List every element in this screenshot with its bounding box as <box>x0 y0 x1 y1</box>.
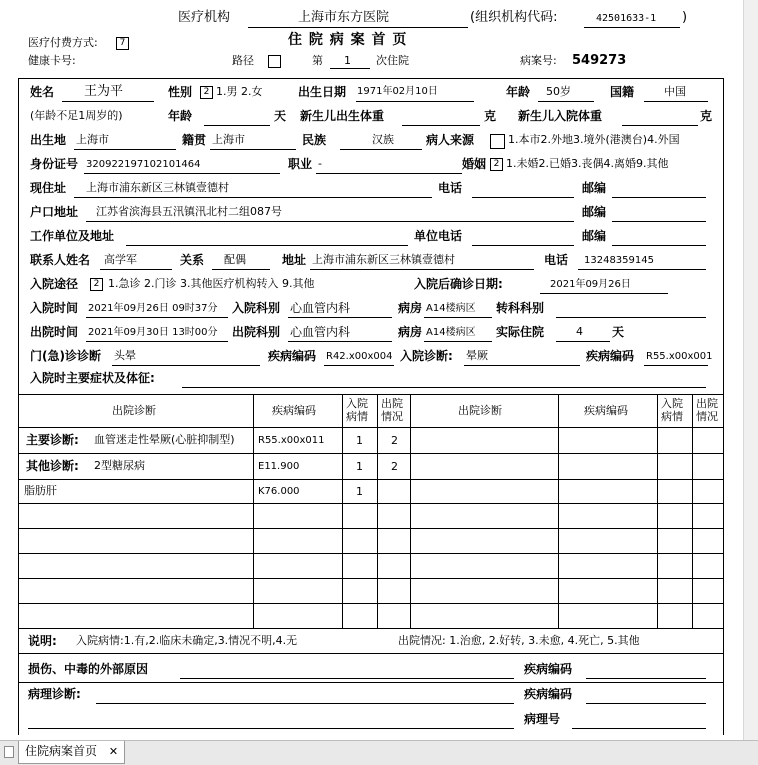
occupation-label: 职业 <box>288 157 313 171</box>
admission-count: 1 <box>344 54 351 67</box>
admit-ward-label: 病房 <box>398 301 423 315</box>
contact-phone-label: 电话 <box>544 253 569 267</box>
admission-suffix: 次住院 <box>376 54 409 67</box>
vertical-scrollbar[interactable] <box>743 0 758 740</box>
birthplace-label: 出生地 <box>30 133 67 147</box>
current-addr-label: 现住址 <box>30 181 67 195</box>
gender-code-box[interactable]: 2 <box>200 86 213 99</box>
marriage-code-box[interactable]: 2 <box>490 158 503 171</box>
contact-addr-value[interactable]: 上海市浦东新区三林镇壹德村 <box>312 253 455 266</box>
name-label: 姓名 <box>30 85 55 99</box>
org-code-label: (组织机构代码: <box>470 10 558 25</box>
other-dx-value[interactable]: 2型糖尿病 <box>94 459 145 472</box>
injury-code-label: 疾病编码 <box>524 662 573 676</box>
age-label: 年龄 <box>506 85 531 99</box>
th-code: 疾病编码 <box>272 404 316 417</box>
ethnicity-value[interactable]: 汉族 <box>372 133 394 146</box>
other-dx-admit[interactable]: 1 <box>356 460 363 473</box>
discharge-time-label: 出院时间 <box>30 325 79 339</box>
transfer-label: 转科科别 <box>496 301 545 315</box>
discharge-dept-value[interactable]: 心血管内科 <box>290 325 351 339</box>
document-icon <box>4 746 14 758</box>
age-value[interactable]: 50岁 <box>546 85 571 98</box>
path-checkbox[interactable] <box>268 55 281 68</box>
native-label: 籍贯 <box>182 133 207 147</box>
pathology-code-label: 疾病编码 <box>524 687 573 701</box>
th-code-2: 疾病编码 <box>584 404 628 417</box>
work-phone-label: 单位电话 <box>414 229 463 243</box>
discharge-ward-value[interactable]: A14楼病区 <box>426 327 476 338</box>
main-dx-label: 主要诊断: <box>26 433 79 447</box>
patient-name[interactable]: 王为平 <box>84 84 124 99</box>
notes-discharge-cond: 出院情况: 1.治愈, 2.好转, 3.未愈, 4.死亡, 5.其他 <box>398 634 640 647</box>
admit-dx-code-label: 疾病编码 <box>586 349 635 363</box>
occupation-value[interactable]: - <box>318 157 322 170</box>
main-dx-code[interactable]: R55.x00x011 <box>258 435 325 446</box>
id-label: 身份证号 <box>30 157 79 171</box>
marriage-options: 1.未婚2.已婚3.丧偶4.离婚9.其他 <box>506 157 669 170</box>
work-label: 工作单位及地址 <box>30 229 115 243</box>
th-admit-cond-1: 入院 <box>346 397 368 410</box>
phone-label: 电话 <box>438 181 463 195</box>
tab-medical-record-home[interactable] <box>18 741 125 764</box>
infant-age-label: 年龄 <box>168 109 193 123</box>
th-admit-cond-r2: 病情 <box>661 410 683 423</box>
extra-dx-code[interactable]: K76.000 <box>258 486 300 497</box>
newborn-admit-weight-label: 新生儿入院体重 <box>518 109 603 123</box>
org-code-close: ) <box>682 10 688 25</box>
th-discharge-cond-r2: 情况 <box>696 410 718 423</box>
admission-prefix: 第 <box>312 54 323 67</box>
other-dx-discharge[interactable]: 2 <box>391 460 398 473</box>
page-title: 住 院 病 案 首 页 <box>288 32 408 48</box>
main-dx-discharge[interactable]: 2 <box>391 434 398 447</box>
stay-unit: 天 <box>612 325 625 339</box>
stay-days[interactable]: 4 <box>576 325 583 338</box>
payment-code-box[interactable]: 7 <box>116 37 129 50</box>
contact-label: 联系人姓名 <box>30 253 91 267</box>
discharge-dept-label: 出院科别 <box>232 325 281 339</box>
confirm-date[interactable]: 2021年09月26日 <box>550 279 631 290</box>
outpatient-code-value[interactable]: R42.x00x004 <box>326 351 393 362</box>
record-no: 549273 <box>572 53 627 68</box>
admit-time-label: 入院时间 <box>30 301 79 315</box>
contact-name[interactable]: 高学军 <box>104 253 137 266</box>
close-icon[interactable]: ✕ <box>108 745 119 758</box>
current-addr-value[interactable]: 上海市浦东新区三林镇壹德村 <box>86 181 229 194</box>
gender-options: 1.男 2.女 <box>216 85 263 98</box>
outpatient-code-label: 疾病编码 <box>268 349 317 363</box>
contact-phone-value[interactable]: 13248359145 <box>584 255 654 266</box>
gender-label: 性别 <box>168 85 193 99</box>
confirm-label: 入院后确诊日期: <box>414 277 503 291</box>
ethnicity-label: 民族 <box>302 133 327 147</box>
admit-dx-value[interactable]: 晕厥 <box>466 349 488 362</box>
zip-label-2: 邮编 <box>582 205 607 219</box>
outpatient-dx-label: 门(急)诊诊断 <box>30 349 101 363</box>
admit-dept-value[interactable]: 心血管内科 <box>290 301 351 315</box>
weight-unit-1: 克 <box>484 109 497 123</box>
payment-label: 医疗付费方式: <box>28 36 98 49</box>
id-number[interactable]: 320922197102101464 <box>86 159 201 170</box>
extra-dx-value[interactable]: 脂肪肝 <box>24 484 57 497</box>
th-admit-cond-2: 病情 <box>346 410 368 423</box>
other-dx-code[interactable]: E11.900 <box>258 461 300 472</box>
birth-label: 出生日期 <box>298 85 347 99</box>
birth-date[interactable]: 1971年02月10日 <box>357 86 438 97</box>
source-options: 1.本市2.外地3.境外(港澳台)4.外国 <box>508 133 680 146</box>
nationality-label: 国籍 <box>610 85 635 99</box>
th-discharge-cond-r1: 出院 <box>696 397 718 410</box>
tab-bar <box>0 740 758 765</box>
injury-label: 损伤、中毒的外部原因 <box>28 662 149 676</box>
zip-label-1: 邮编 <box>582 181 607 195</box>
th-discharge-cond-2: 情况 <box>381 410 403 423</box>
org-name: 上海市东方医院 <box>298 10 390 25</box>
tab-label: 住院病案首页 <box>25 744 98 758</box>
admit-dx-code-value[interactable]: R55.x00x001 <box>646 351 713 362</box>
other-dx-label: 其他诊断: <box>26 459 79 473</box>
discharge-ward-label: 病房 <box>398 325 423 339</box>
route-options: 1.急诊 2.门诊 3.其他医疗机构转入 9.其他 <box>108 277 315 290</box>
symptoms-label: 入院时主要症状及体征: <box>30 371 155 385</box>
admit-dx-label: 入院诊断: <box>400 349 453 363</box>
admit-dept-label: 入院科别 <box>232 301 281 315</box>
admit-time-value[interactable]: 2021年09月26日 09时37分 <box>88 303 218 314</box>
admit-ward-value[interactable]: A14楼病区 <box>426 303 476 314</box>
route-code-box[interactable]: 2 <box>90 278 103 291</box>
native-value[interactable]: 上海市 <box>212 133 245 146</box>
org-code: 42501633-1 <box>596 13 657 24</box>
birthplace-value[interactable]: 上海市 <box>76 133 109 146</box>
zip-label-3: 邮编 <box>582 229 607 243</box>
th-discharge-cond-1: 出院 <box>381 397 403 410</box>
nationality-value[interactable]: 中国 <box>664 85 686 98</box>
health-card-label: 健康卡号: <box>28 54 76 67</box>
hukou-label: 户口地址 <box>30 205 79 219</box>
weight-unit-2: 克 <box>700 109 713 123</box>
relation-label: 关系 <box>180 253 205 267</box>
relation-value[interactable]: 配偶 <box>224 253 246 266</box>
main-dx-value[interactable]: 血管迷走性晕厥(心脏抑制型) <box>94 433 235 446</box>
th-discharge-dx: 出院诊断 <box>112 404 156 417</box>
extra-dx-admit[interactable]: 1 <box>356 485 363 498</box>
th-discharge-dx-2: 出院诊断 <box>458 404 502 417</box>
notes-label: 说明: <box>28 634 57 648</box>
contact-addr-label: 地址 <box>282 253 307 267</box>
path-label: 路径 <box>232 54 254 67</box>
outpatient-dx-value[interactable]: 头晕 <box>114 349 136 362</box>
stay-label: 实际住院 <box>496 325 545 339</box>
th-admit-cond-r1: 入院 <box>661 397 683 410</box>
record-no-label: 病案号: <box>520 54 557 67</box>
pathology-no-label: 病理号 <box>524 712 561 726</box>
newborn-birth-weight-label: 新生儿出生体重 <box>300 109 385 123</box>
source-checkbox[interactable] <box>490 134 505 149</box>
org-label: 医疗机构 <box>178 10 231 25</box>
infant-age-unit: 天 <box>274 109 287 123</box>
infant-note: (年龄不足1周岁的) <box>30 109 123 122</box>
notes-admit-cond: 入院病情:1.有,2.临床未确定,3.情况不明,4.无 <box>76 634 298 647</box>
discharge-time-value[interactable]: 2021年09月30日 13时00分 <box>88 327 218 338</box>
hukou-value[interactable]: 江苏省滨海县五汛镇汛北村二组087号 <box>96 205 282 218</box>
main-dx-admit[interactable]: 1 <box>356 434 363 447</box>
marriage-label: 婚姻 <box>462 157 487 171</box>
source-label: 病人来源 <box>426 133 475 147</box>
route-label: 入院途径 <box>30 277 79 291</box>
pathology-label: 病理诊断: <box>28 687 81 701</box>
